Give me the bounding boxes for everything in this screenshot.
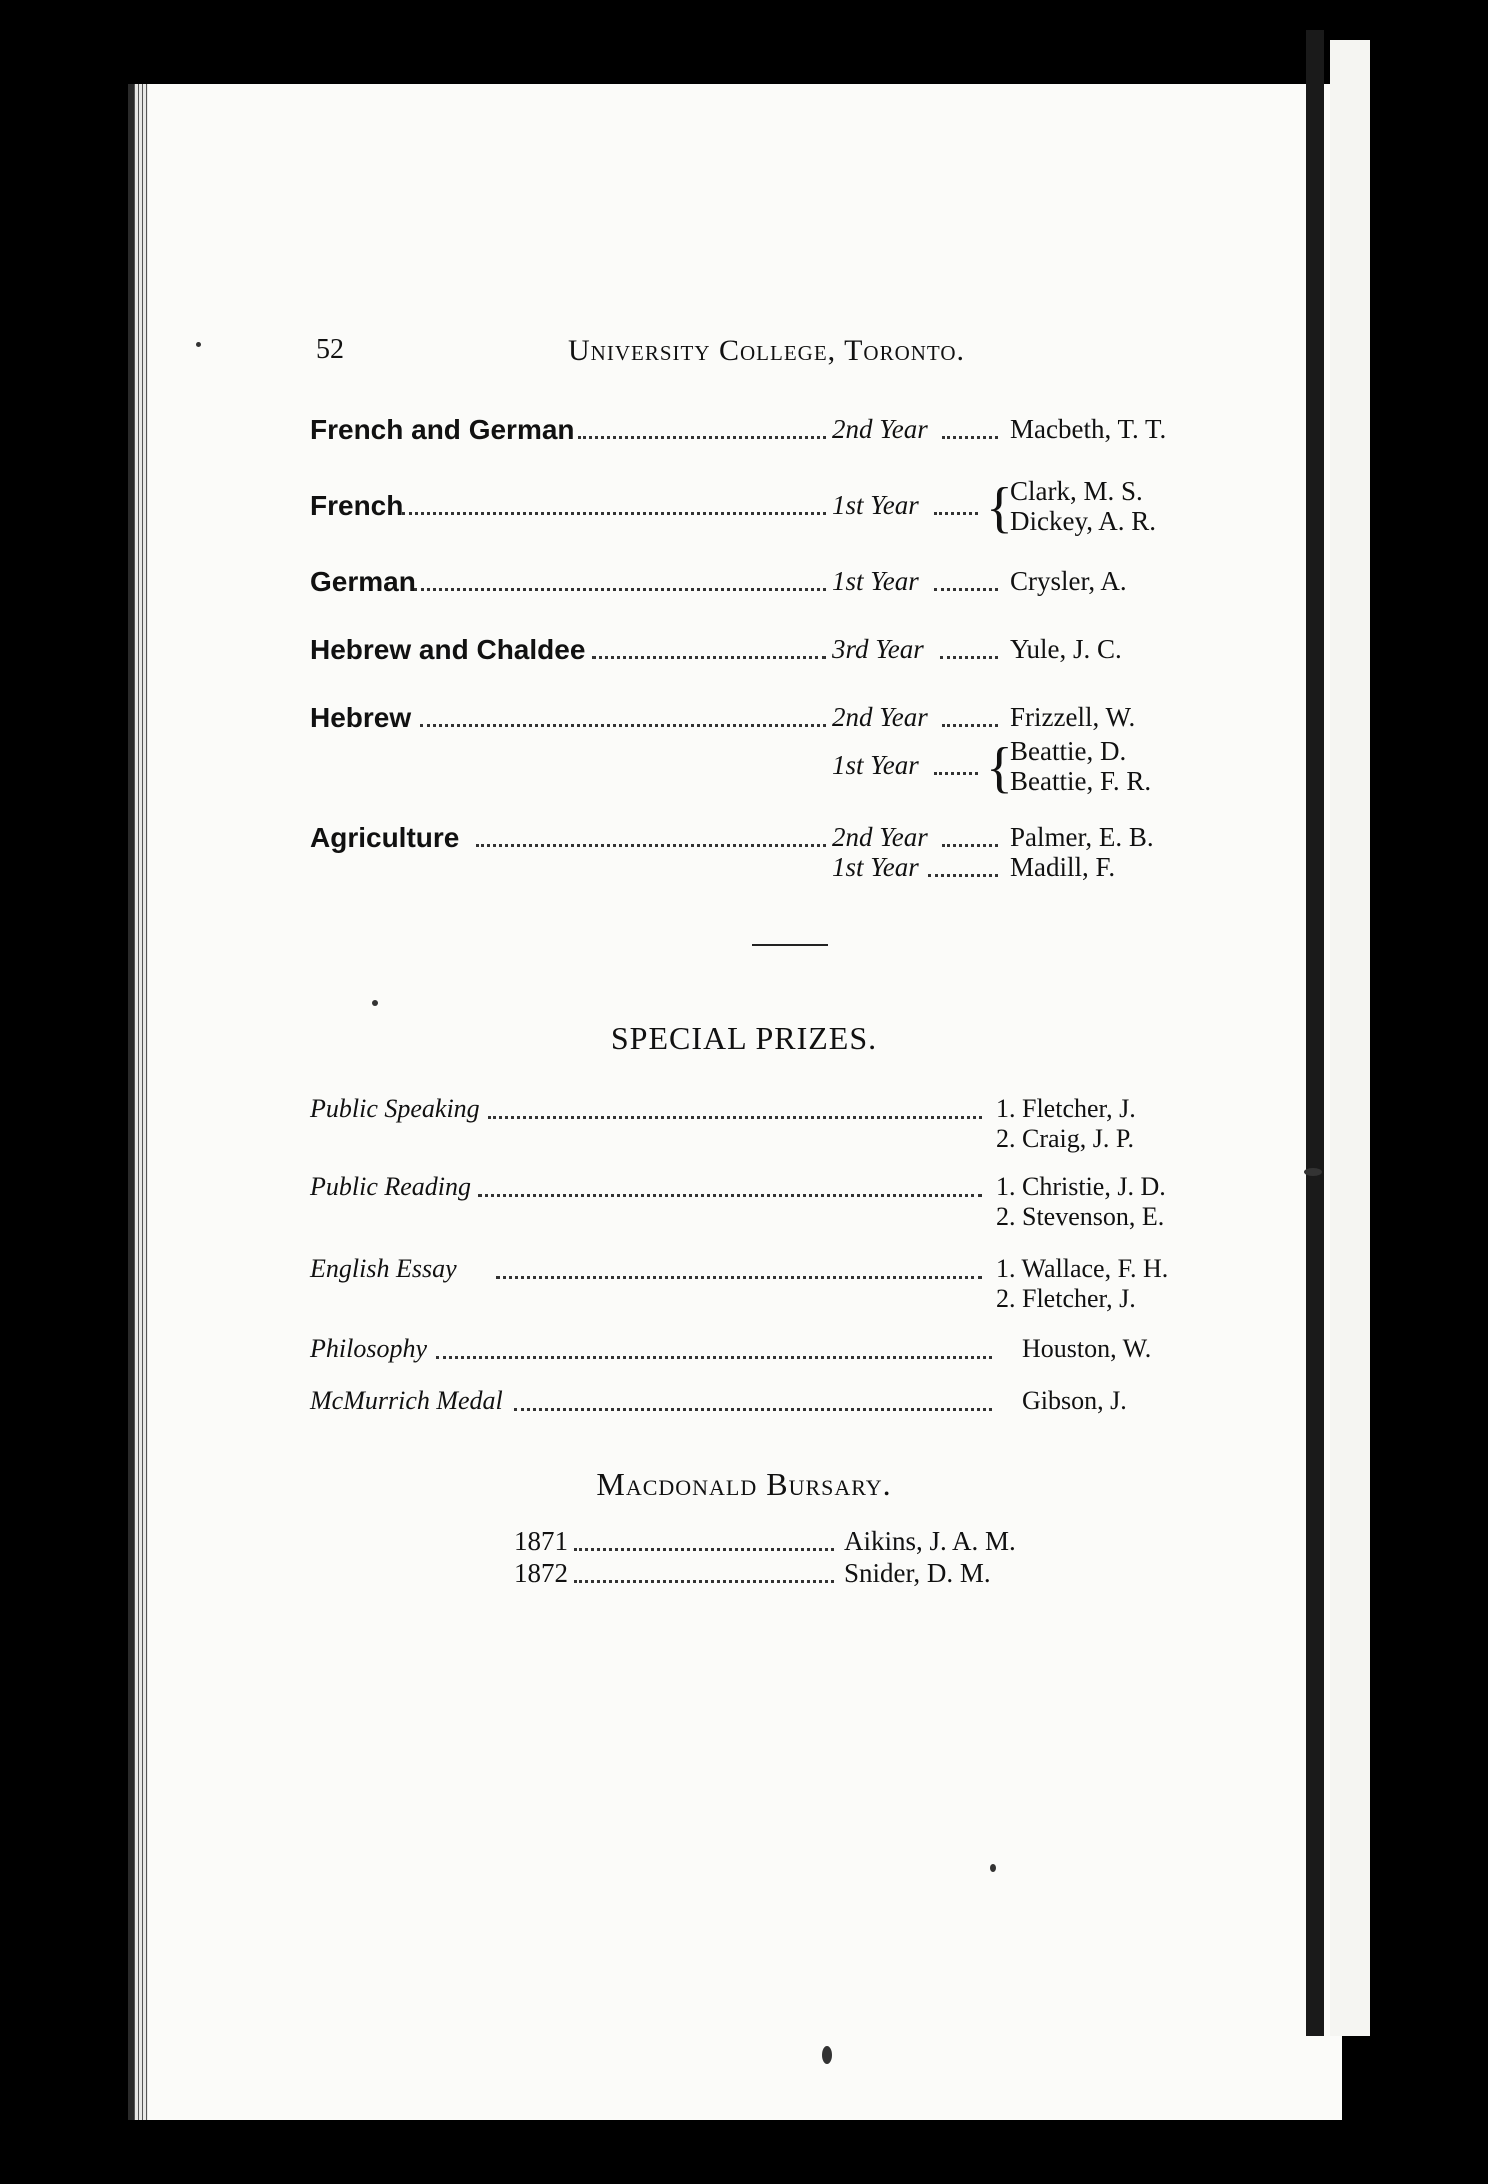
scan-speck: [372, 1000, 378, 1006]
scholarship-row: [310, 736, 1190, 799]
year-label: 1st Year: [832, 566, 919, 596]
bursary-title: Macdonald Bursary.: [596, 1466, 892, 1502]
leader-dots: [436, 1334, 992, 1359]
scholarship-row: [310, 566, 1190, 600]
bursary-name: Snider, D. M.: [844, 1558, 991, 1588]
page-header: [316, 334, 996, 374]
leader-dots: [574, 1526, 834, 1551]
winner-name: 1. Wallace, F. H.: [996, 1254, 1169, 1283]
bursary-year: 1872: [514, 1558, 568, 1588]
year-label: 1st Year: [832, 750, 919, 780]
scholarship-row: [310, 702, 1190, 736]
winner-name: Frizzell, W.: [1010, 702, 1136, 732]
leader-dots: [496, 1254, 982, 1279]
year-label: 1st Year: [832, 490, 919, 520]
prize-row: [310, 1284, 1190, 1316]
leader-dots: [942, 822, 998, 847]
brace-glyph: {: [986, 737, 1013, 799]
winner-name: 1. Fletcher, J.: [996, 1094, 1136, 1123]
scholarship-row: [310, 414, 1190, 448]
subject-label: Hebrew and Chaldee: [310, 634, 586, 665]
winner-name: Houston, W.: [1022, 1334, 1152, 1363]
leader-dots: [942, 414, 998, 439]
year-label: 2nd Year: [832, 414, 928, 444]
page-number: 52: [316, 334, 344, 365]
winner-name: Madill, F.: [1010, 852, 1116, 882]
year-label: 1st Year: [832, 852, 919, 882]
prize-row: [310, 1172, 1190, 1204]
special-prizes-title: SPECIAL PRIZES.: [610, 1020, 878, 1056]
leader-dots: [934, 490, 978, 515]
subject-label: Hebrew: [310, 702, 412, 733]
prize-label: Public Speaking: [310, 1094, 480, 1123]
leader-dots: [514, 1386, 992, 1411]
leader-dots: [488, 1094, 982, 1119]
winner-name: Beattie, F. R.: [1010, 766, 1152, 796]
leader-dots: [934, 566, 998, 591]
winner-name: 2. Craig, J. P.: [996, 1124, 1134, 1153]
scholarship-row: [310, 634, 1190, 668]
running-title: University College, Toronto.: [568, 334, 966, 367]
prize-label: English Essay: [310, 1254, 457, 1283]
winner-name: 2. Fletcher, J.: [996, 1284, 1136, 1313]
leader-dots: [476, 822, 826, 847]
prize-label: Public Reading: [310, 1172, 472, 1201]
leader-dots: [934, 750, 978, 775]
bursary-name: Aikins, J. A. M.: [844, 1526, 1016, 1556]
winner-name: Gibson, J.: [1022, 1386, 1127, 1415]
subject-label: French: [310, 490, 404, 521]
winner-name: Yule, J. C.: [1010, 634, 1122, 664]
subject-label: Agriculture: [310, 822, 460, 853]
scan-speck: [1304, 1168, 1322, 1176]
subject-label: French and German: [310, 414, 575, 445]
winner-name: Beattie, D.: [1010, 736, 1127, 766]
leader-dots: [414, 566, 826, 591]
year-label: 2nd Year: [832, 702, 928, 732]
scan-speck: [196, 342, 201, 347]
winner-name: Macbeth, T. T.: [1010, 414, 1167, 444]
winner-names: [1010, 736, 1151, 796]
scan-speck: [822, 2046, 832, 2064]
prize-label: Philosophy: [310, 1334, 427, 1363]
year-label: 2nd Year: [832, 822, 928, 852]
leader-dots: [420, 702, 826, 727]
leader-dots: [928, 852, 998, 877]
leader-dots: [940, 634, 998, 659]
scan-speck: [990, 1864, 996, 1872]
prize-row: [310, 1094, 1190, 1126]
prize-label: McMurrich Medal: [310, 1386, 503, 1415]
leader-dots: [478, 1172, 982, 1197]
prize-row: [310, 1202, 1190, 1234]
scholarship-row: [310, 822, 1190, 856]
winner-name: Clark, M. S.: [1010, 476, 1143, 506]
prize-row: [310, 1124, 1190, 1156]
prize-row: [310, 1386, 1190, 1418]
scholarship-row: [310, 476, 1190, 539]
winner-name: 2. Stevenson, E.: [996, 1202, 1165, 1231]
brace-glyph: {: [986, 477, 1013, 539]
winner-name: 1. Christie, J. D.: [996, 1172, 1166, 1201]
leader-dots: [574, 1558, 834, 1583]
winner-name: Crysler, A.: [1010, 566, 1127, 596]
page-edge-lines: [134, 84, 148, 2120]
leader-dots: [942, 702, 998, 727]
scholarship-row: [310, 852, 1190, 886]
leader-dots: [592, 634, 826, 659]
subject-label: German: [310, 566, 416, 597]
prize-row: [310, 1254, 1190, 1286]
winner-names: [1010, 476, 1156, 536]
winner-name: Dickey, A. R.: [1010, 506, 1156, 536]
winner-name: Palmer, E. B.: [1010, 822, 1154, 852]
bursary-row: [514, 1526, 1034, 1558]
section-rule: [752, 944, 828, 946]
bursary-year: 1871: [514, 1526, 568, 1556]
prize-row: [310, 1334, 1190, 1366]
leader-dots: [578, 414, 826, 439]
year-label: 3rd Year: [832, 634, 924, 664]
bursary-row: [514, 1558, 1034, 1590]
leader-dots: [402, 490, 826, 515]
